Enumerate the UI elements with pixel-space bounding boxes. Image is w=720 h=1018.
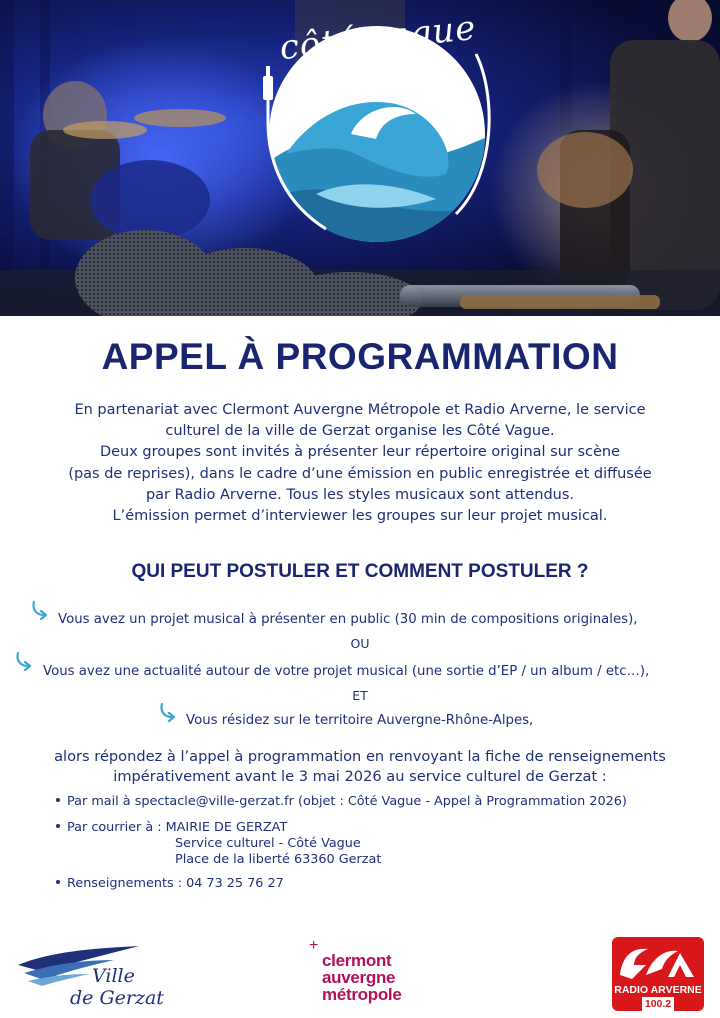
call-line: impérativement avant le 3 mai 2026 au service culturel de Gerzat : (113, 768, 607, 785)
bullet-dot (56, 880, 60, 884)
cam-plus: + (309, 937, 319, 954)
contact-mail (56, 793, 627, 810)
intro-line: par Radio Arverne. Tous les styles musicaux sont attendus. (145, 486, 575, 503)
intro-line: Deux groupes sont invités à présenter leur répertoire original sur scène (99, 444, 621, 461)
cam-line3: métropole (322, 985, 402, 1004)
call-line: alors répondez à l’appel à programmation en renvoyant la fiche de renseignements (54, 748, 666, 765)
section-subtitle: QUI PEUT POSTULER ET COMMENT POSTULER ? (131, 561, 589, 582)
intro-line: L’émission permet d’interviewer les groupes sur leur projet musical. (112, 508, 608, 525)
wave-arrow-icon (158, 701, 182, 723)
page-title: APPEL À PROGRAMMATION (101, 336, 619, 377)
intro-line: En partenariat avec Clermont Auvergne Métropole et Radio Arverne, le service (74, 402, 646, 418)
intro-paragraph (20, 400, 700, 527)
contact-mail-text: Par mail à spectacle@ville-gerzat.fr (objet : Côté Vague - Appel à Programmation 2026) (67, 794, 627, 809)
condition-item: Vous avez un projet musical à présenter en public (30 min de compositions originales), (58, 612, 638, 627)
gerzat-line1: Ville (92, 965, 135, 987)
contact-info-text: Renseignements : 04 73 25 76 27 (67, 876, 284, 891)
contact-post (56, 819, 287, 836)
condition-item: Vous avez une actualité autour de votre projet musical (une sortie d’EP / un album / etc…), (43, 664, 650, 679)
cam-line1: clermont (322, 951, 392, 970)
intro-line: (pas de reprises), dans le cadre d’une émission en public enregistrée et diffusée (68, 465, 652, 482)
bullet-dot (56, 824, 60, 828)
radio-frequency: 100.2 (642, 997, 674, 1011)
radio-name: RADIO ARVERNE (614, 984, 702, 996)
hero-photo (0, 0, 720, 316)
wave-arrow-icon (30, 599, 54, 621)
radio-arverne-mark-icon (612, 939, 704, 985)
separator-and: ET (352, 688, 368, 703)
contact-post-line: Place de la liberté 63360 Gerzat (175, 852, 382, 867)
condition-item: Vous résidez sur le territoire Auvergne-Rhône-Alpes, (186, 713, 534, 728)
cote-vague-logo (246, 7, 508, 244)
radio-arverne-logo (612, 937, 704, 1011)
intro-line: culturel de la ville de Gerzat organise les Côté Vague. (165, 423, 555, 440)
clermont-auvergne-metropole-logo (305, 938, 425, 1010)
gerzat-line2: de Gerzat (70, 987, 164, 1009)
contact-post-line: Service culturel - Côté Vague (175, 836, 361, 851)
separator-or: OU (350, 636, 370, 651)
ville-de-gerzat-logo (14, 940, 164, 1010)
contact-info (56, 875, 284, 892)
bullet-dot (56, 798, 60, 802)
cam-line2: auvergne (322, 968, 396, 987)
cote-vague-logo-text: côté vague (277, 7, 479, 69)
wave-arrow-icon (14, 650, 38, 672)
contact-post-label: Par courrier à : MAIRIE DE GERZAT (67, 820, 288, 835)
call-to-action (20, 747, 700, 787)
